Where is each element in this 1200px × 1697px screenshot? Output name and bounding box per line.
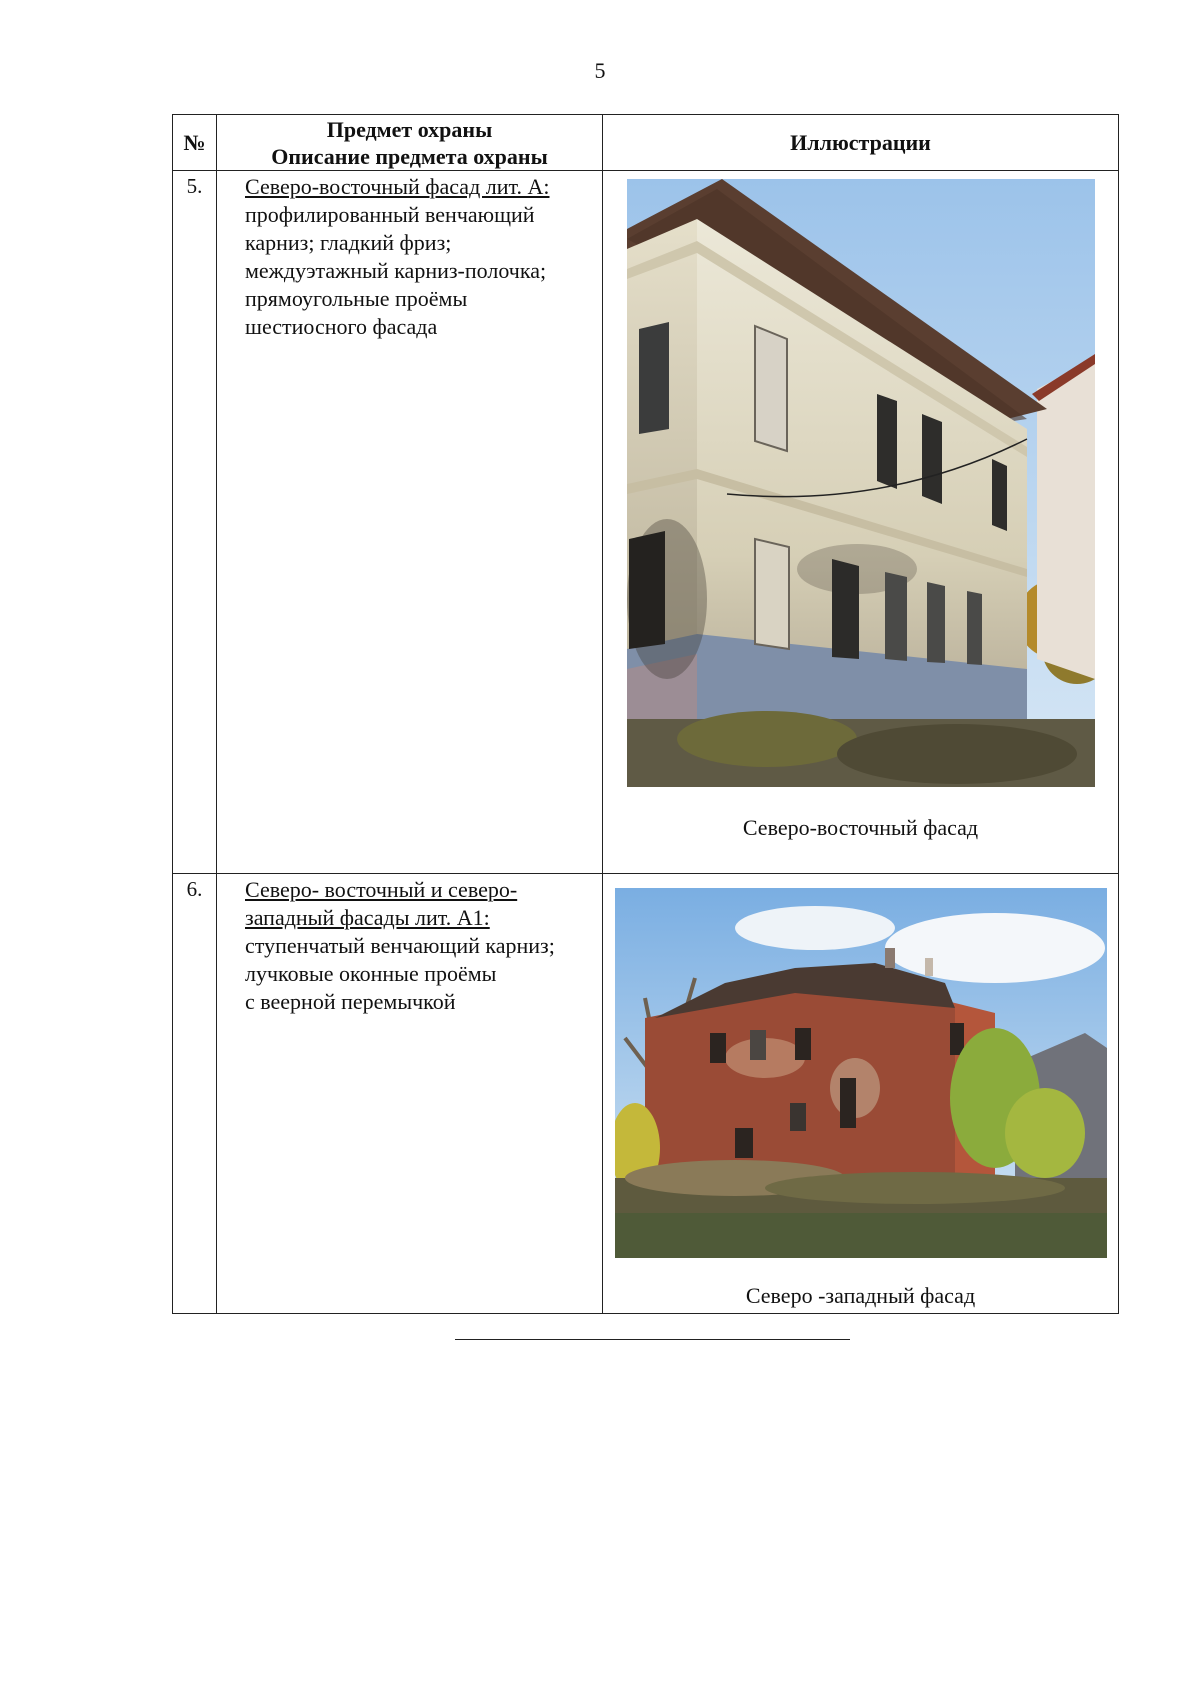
photo-caption: Северо -западный фасад: [745, 1283, 976, 1308]
row-description: [217, 171, 603, 874]
northwest-facade-photo: [615, 888, 1107, 1258]
row-title: Северо-восточный фасад лит. А:: [245, 174, 550, 199]
desc-line: прямоугольные проёмы: [245, 286, 468, 311]
table-row: [173, 874, 1119, 1314]
row-illustration: [603, 874, 1119, 1314]
photo-caption: Северо-восточный фасад: [742, 815, 979, 840]
row-illustration: [603, 171, 1119, 874]
row-title: западный фасады лит. А1:: [245, 905, 490, 930]
table-header-row: [173, 115, 1119, 171]
desc-line: ступенчатый венчающий карниз;: [245, 933, 555, 958]
desc-line: шестиосного фасада: [245, 314, 438, 339]
row-title: Северо- восточный и северо-: [245, 877, 518, 902]
page-number: 5: [594, 58, 606, 83]
northeast-facade-photo: [627, 179, 1095, 787]
desc-line: карниз; гладкий фриз;: [245, 230, 452, 255]
header-subject-line2: Описание предмета охраны: [271, 143, 548, 169]
row-description: [217, 874, 603, 1314]
end-rule: [455, 1339, 850, 1340]
desc-line: междуэтажный карниз-полочка;: [245, 258, 547, 283]
desc-line: лучковые оконные проёмы: [245, 961, 497, 986]
table-row: [173, 171, 1119, 874]
row-number: 5.: [173, 171, 217, 874]
header-subject-line1: Предмет охраны: [326, 116, 493, 142]
header-illustrations: Иллюстрации: [603, 115, 1119, 171]
desc-line: профилированный венчающий: [245, 202, 535, 227]
protection-table: [172, 114, 1119, 1314]
row-number: 6.: [173, 874, 217, 1314]
header-num: №: [173, 115, 217, 171]
desc-line: с веерной перемычкой: [245, 989, 456, 1014]
header-subject: [217, 115, 603, 171]
